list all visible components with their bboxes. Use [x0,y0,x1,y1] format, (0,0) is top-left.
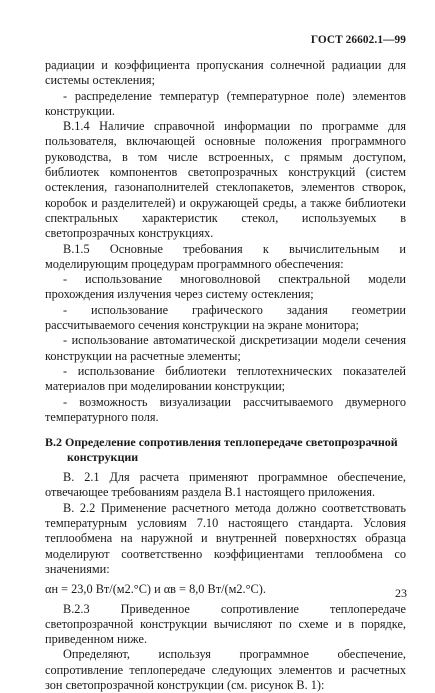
paragraph-b-1-4: В.1.4 Наличие справочной информации по программе для пользователя, включающей основные положения программного руководства, в том числе встроенных, с прямым доступом, библиотек компонентов светопрозрачных конструкций (систем остекления, газонаполнителей стеклопакетов, элементов створок, коробок и разделителей) и окружающей среды, а также библиотеки спектральных характеристик стекол, используемых в светопрозрачных конструкциях. [45,119,406,241]
paragraph-determination: Определяют, используя программное обеспечение, сопротивление теплопередаче следующих элементов и расчетных зон светопрозрачной конструкции (см. рисунок В. 1): [45,647,406,692]
paragraph-b-1-5: В.1.5 Основные требования к вычислительным и моделирующим процедурам программного обеспечения: [45,241,406,271]
paragraph-b-2-3: В.2.3 Приведенное сопротивление теплопередаче светопрозрачной конструкции вычисляют по схеме и в порядке, приведенном ниже. [45,601,406,647]
list-item-materials-library: - использование библиотеки теплотехнических показателей материалов при моделировании конструкции; [45,363,406,394]
spacer [45,425,406,435]
list-item-graphic-geometry: - использование графического задания геометрии рассчитываемого сечения конструкции на экране монитора; [45,302,406,333]
section-heading-line2: конструкции [67,449,139,464]
section-heading-line1: В.2 Определение сопротивления теплопередаче светопрозрачной [45,435,398,450]
paragraph-b-2-1: В. 2.1 Для расчета применяют программное обеспечение, отвечающее требованиям раздела В.1 настоящего приложения. [45,470,406,500]
document-body [45,58,406,693]
document-header: ГОСТ 26602.1—99 [310,34,406,46]
list-item-visualization: - возможность визуализации рассчитываемого двумерного температурного поля. [45,394,406,424]
section-heading-b-2 [45,435,406,464]
list-item-temperature-distribution: - распределение температур (температурное поле) элементов конструкции. [45,88,406,118]
list-item-auto-discretization: - использование автоматической дискретизации модели сечения конструкции на расчетные элементы; [45,333,406,363]
formula-heat-transfer-coefficients: αн = 23,0 Вт/(м2.°С) и αв = 8,0 Вт/(м2.°С). [45,582,266,597]
paragraph-b-2-2: В. 2.2 Применение расчетного метода должно соответствовать температурным условиям 7.10 настоящего стандарта. Условия теплообмена на наружной и внутренней поверхностях образца моделируют соответственно коэффициентами теплообмена со значениями: [45,500,406,576]
paragraph-radiation: радиации и коэффициента пропускания солнечной радиации для системы остекления; [45,58,406,88]
list-item-spectral-model: - использование многоволновой спектральной модели прохождения излучения через систему остекления; [45,272,406,302]
page-number: 23 [395,586,407,600]
